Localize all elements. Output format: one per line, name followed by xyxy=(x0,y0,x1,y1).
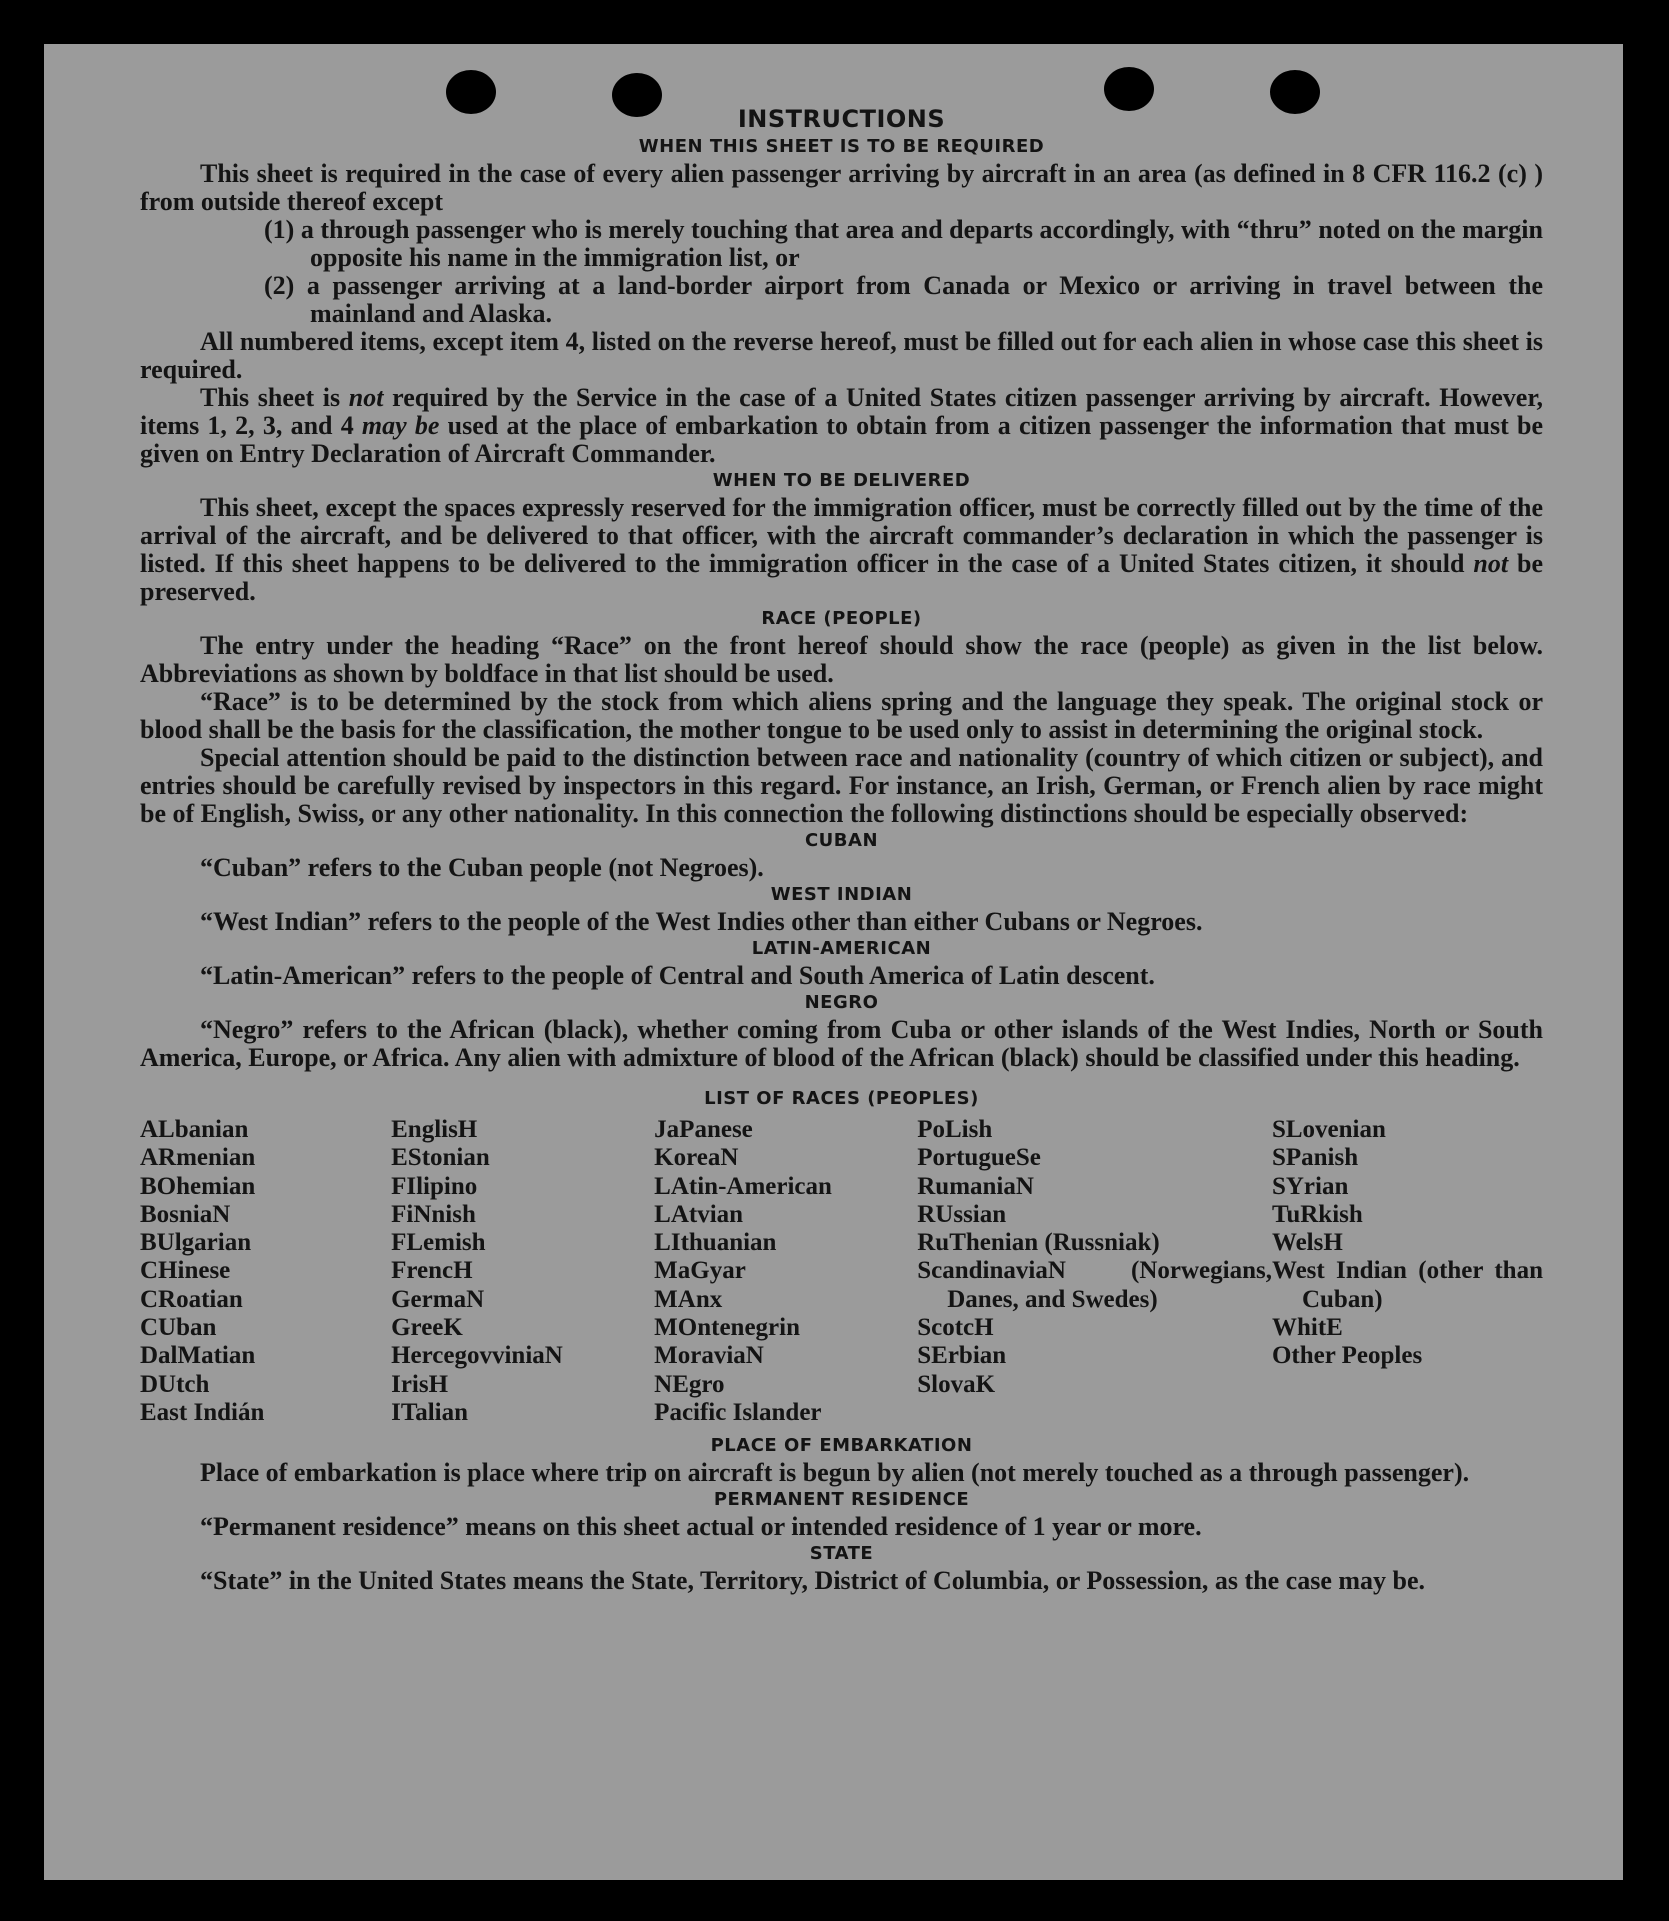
heading-place-of-embarkation: PLACE OF EMBARKATION xyxy=(710,1435,973,1457)
cuban-definition: “Cuban” refers to the Cuban people (not Negroes). xyxy=(200,853,764,882)
section-place-of-embarkation xyxy=(140,1433,1543,1487)
race-item: ALbanian xyxy=(140,1116,249,1143)
punch-hole xyxy=(446,70,496,114)
race-item: FLemish xyxy=(391,1229,486,1257)
race-item: MAnx xyxy=(654,1285,723,1313)
section-state xyxy=(140,1541,1543,1595)
race-item: SLovenian xyxy=(1271,1116,1386,1143)
negro-definition: “Negro” refers to the African (black), whether coming from Cuba or other islands of the West Indies, North or South America, Europe, or Africa. Any alien with admixture of blood of the African (black) should be classified under this heading. xyxy=(140,1015,1543,1072)
race-item: FIlipino xyxy=(391,1172,478,1200)
instructions-title: INSTRUCTIONS xyxy=(737,105,946,133)
section-list-of-races xyxy=(140,1086,1543,1427)
race-item: BosniaN xyxy=(140,1200,231,1228)
race-item: CRoatian xyxy=(140,1285,243,1313)
races-column xyxy=(654,1116,917,1427)
heading-state: STATE xyxy=(809,1543,874,1565)
race-item: LIthuanian xyxy=(654,1229,777,1257)
races-column xyxy=(140,1116,391,1427)
race-paragraph-1: The entry under the heading “Race” on the front hereof should show the race (people) as given in the list below. Abbreviations as shown by boldface in that list should be used. xyxy=(140,631,1543,688)
race-item: West Indian (other than Cuban) xyxy=(1271,1257,1543,1313)
race-item: TuRkish xyxy=(1271,1200,1363,1228)
section-west-indian xyxy=(140,882,1543,936)
latin-american-definition: “Latin-American” refers to the people of Central and South America of Latin descent. xyxy=(200,961,1155,990)
race-item: GreeK xyxy=(391,1314,463,1342)
permanent-residence-definition: “Permanent residence” means on this sheet actual or intended residence of 1 year or more. xyxy=(200,1512,1202,1542)
race-item: East Indián xyxy=(140,1398,265,1426)
race-item: SYrian xyxy=(1271,1172,1349,1200)
race-item: SPanish xyxy=(1271,1144,1359,1172)
race-item: GermaN xyxy=(391,1285,485,1313)
punch-hole xyxy=(1270,70,1320,114)
numbered-items-paragraph: All numbered items, except item 4, listed on the reverse hereof, must be filled out for each alien in whose case this sheet is required. xyxy=(140,327,1543,384)
race-item: RUssian xyxy=(917,1200,1007,1228)
section-cuban xyxy=(140,828,1543,882)
race-item: DUtch xyxy=(140,1370,210,1398)
races-column xyxy=(917,1116,1272,1427)
race-item: SErbian xyxy=(917,1342,1007,1370)
races-list xyxy=(140,1116,1543,1427)
punch-hole xyxy=(1104,67,1154,111)
race-item: HercegovviniaN xyxy=(391,1342,563,1370)
heading-negro: NEGRO xyxy=(804,992,879,1013)
heading-when-delivered: WHEN TO BE DELIVERED xyxy=(712,470,971,491)
heading-west-indian: WEST INDIAN xyxy=(770,884,913,905)
heading-cuban: CUBAN xyxy=(804,830,879,851)
section-race xyxy=(140,606,1543,828)
race-item: FrencH xyxy=(391,1257,473,1285)
races-column xyxy=(1272,1116,1543,1427)
when-required-intro: This sheet is required in the case of every alien passenger arriving by aircraft in an area (as defined in 8 CFR 116.2 (c) ) from outside thereof except xyxy=(140,159,1543,216)
section-negro xyxy=(140,990,1543,1072)
race-item: EnglisH xyxy=(391,1116,478,1143)
race-item: WhitE xyxy=(1271,1314,1343,1342)
document-sheet xyxy=(44,44,1623,1880)
race-item: ScandinaviaN (Norwegians, Danes, and Swedes) xyxy=(917,1257,1272,1313)
race-item: KoreaN xyxy=(654,1144,739,1172)
race-item: DalMatian xyxy=(140,1342,256,1370)
race-item: RumaniaN xyxy=(917,1172,1034,1200)
race-item: PortugueSe xyxy=(917,1144,1041,1172)
race-item: ScotcH xyxy=(917,1314,994,1342)
section-permanent-residence xyxy=(140,1487,1543,1541)
exception-item-1: (1) a through passenger who is merely touching that area and departs accordingly, with “thru” noted on the margin opposite his name in the immigration list, or xyxy=(264,215,1543,272)
race-item: ITalian xyxy=(391,1398,469,1426)
race-item: MOntenegrin xyxy=(654,1314,800,1342)
races-column xyxy=(391,1116,654,1427)
race-item: LAtin-American xyxy=(654,1172,832,1200)
heading-list-of-races: LIST OF RACES (PEOPLES) xyxy=(704,1088,979,1109)
race-item: JaPanese xyxy=(654,1116,753,1143)
race-item: BUlgarian xyxy=(140,1229,252,1257)
race-item: MaGyar xyxy=(654,1257,746,1285)
race-item: Pacific Islander xyxy=(654,1398,822,1426)
state-definition: “State” in the United States means the State, Territory, District of Columbia, or Possession, as the case may be. xyxy=(200,1566,1426,1596)
heading-permanent-residence: PERMANENT RESIDENCE xyxy=(713,1489,970,1511)
race-item: FiNnish xyxy=(391,1200,476,1228)
race-item: IrisH xyxy=(391,1370,449,1398)
west-indian-definition: “West Indian” refers to the people of the West Indies other than either Cubans or Negroes. xyxy=(200,907,1203,936)
race-paragraph-2: “Race” is to be determined by the stock from which aliens spring and the language they speak. The original stock or blood shall be the basis for the classification, the mother tongue to be used only to assist in determining the original stock. xyxy=(140,687,1543,744)
race-item: EStonian xyxy=(391,1144,490,1172)
race-item: WelsH xyxy=(1271,1229,1343,1257)
exception-item-2: (2) a passenger arriving at a land-border airport from Canada or Mexico or arriving in travel between the mainland and Alaska. xyxy=(264,271,1543,328)
delivery-paragraph: This sheet, except the spaces expressly reserved for the immigration officer, must be correctly filled out by the time of the arrival of the aircraft, and be delivered to that officer, with the aircraft commander’s declaration in which the passenger is listed. If this sheet happens to be delivered to the immigration officer in the case of a United States citizen, it should not be preserved. xyxy=(140,493,1543,606)
heading-race: RACE (PEOPLE) xyxy=(761,608,922,629)
race-item: NEgro xyxy=(654,1370,725,1398)
section-when-delivered xyxy=(140,468,1543,606)
race-item: BOhemian xyxy=(140,1172,256,1200)
race-item: LAtvian xyxy=(654,1200,744,1228)
race-item: CUban xyxy=(140,1314,217,1342)
race-paragraph-3: Special attention should be paid to the distinction between race and nationality (country of which citizen or subject), and entries should be carefully revised by inspectors in this regard. For instance, an Irish, German, or French alien by race might be of English, Swiss, or any other nationality. In this connection the following distinctions should be especially observed: xyxy=(140,743,1543,828)
race-item: MoraviaN xyxy=(654,1342,764,1370)
race-item: ARmenian xyxy=(140,1144,256,1172)
heading-latin-american: LATIN-AMERICAN xyxy=(751,938,932,959)
race-item: PoLish xyxy=(917,1116,993,1143)
punch-hole xyxy=(612,73,662,117)
race-item: SlovaK xyxy=(917,1370,996,1398)
place-of-embarkation-definition: Place of embarkation is place where trip on aircraft is begun by alien (not merely touched as a through passenger). xyxy=(200,1458,1470,1488)
citizen-paragraph: This sheet is not required by the Service in the case of a United States citizen passenger arriving by aircraft. However, items 1, 2, 3, and 4 may be used at the place of embarkation to obtain from a citizen passenger the information that must be given on Entry Declaration of Aircraft Commander. xyxy=(140,383,1543,468)
race-item: RuThenian (Russniak) xyxy=(917,1229,1160,1257)
section-when-required xyxy=(140,134,1543,468)
heading-when-required: WHEN THIS SHEET IS TO BE REQUIRED xyxy=(638,136,1045,157)
race-item: Other Peoples xyxy=(1271,1342,1423,1370)
section-latin-american xyxy=(140,936,1543,990)
race-item: CHinese xyxy=(140,1257,231,1285)
